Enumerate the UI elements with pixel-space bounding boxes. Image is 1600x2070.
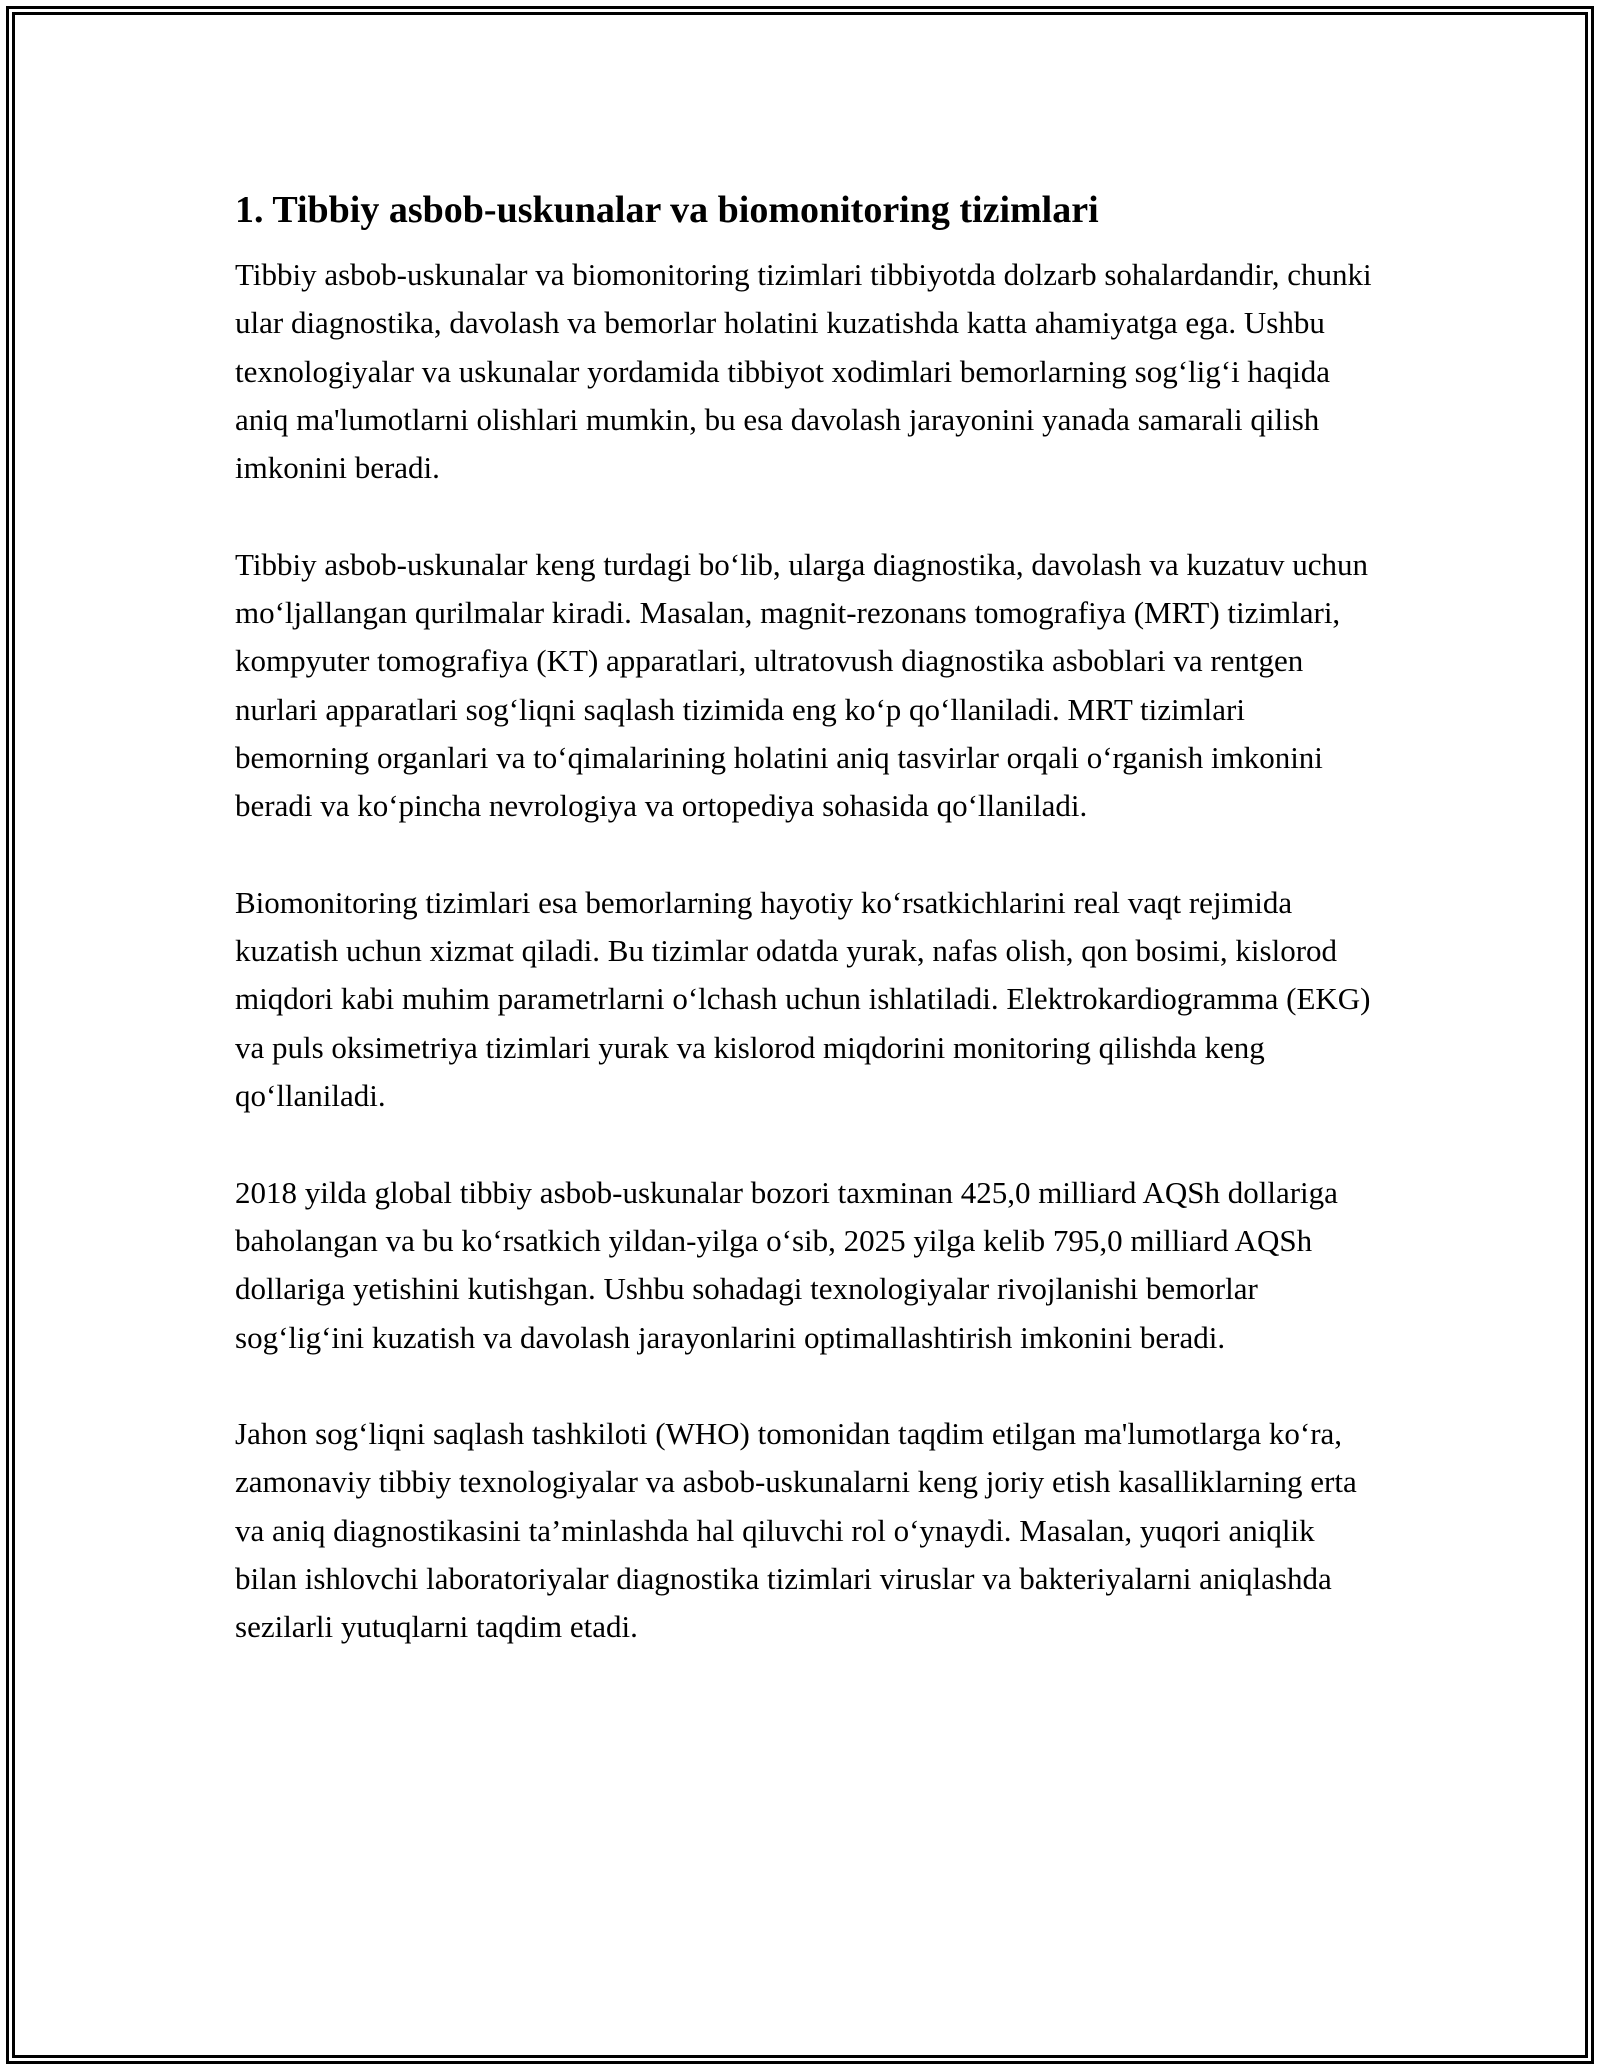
paragraph-market: 2018 yilda global tibbiy asbob-uskunalar bozori taxminan 425,0 milliard AQSh dollariga baholangan va bu ko‘rsatkich yildan-yilga o‘sib, 2025 yilga kelib 795,0 milliard AQSh dollariga yetishini kutishgan. Ushbu sohadagi texnologiyalar rivojlanishi bemorlar sog‘lig‘ini kuzatish va davolash jarayonlarini optimallashtirish imkonini beradi. [235, 1174, 1338, 1355]
section-heading: 1. Tibbiy asbob-uskunalar va biomonitoring tizimlari [235, 189, 1099, 231]
paragraph-who: Jahon sog‘liqni saqlash tashkiloti (WHO) tomonidan taqdim etilgan ma'lumotlarga ko‘ra, zamonaviy tibbiy texnologiyalar va asbob-uskunalarni keng joriy etish kasalliklarning erta va aniq diagnostikasini ta’minlashda hal qiluvchi rol o‘ynaydi. Masalan, yuqori aniqlik bilan ishlovchi laboratoriyalar diagnostika tizimlari viruslar va bakteriyalarni aniqlashda sezilarli yutuqlarni taqdim etadi. [235, 1416, 1357, 1645]
paragraph-biomonitoring: Biomonitoring tizimlari esa bemorlarning hayotiy ko‘rsatkichlarini real vaqt rejimida kuzatish uchun xizmat qiladi. Bu tizimlar odatda yurak, nafas olish, qon bosimi, kislorod miqdori kabi muhim parametrlarni o‘lchash uchun ishlatiladi. Elektrokardiogramma (EKG) va puls oksimetriya tizimlari yurak va kislorod miqdorini monitoring qilishda keng qo‘llaniladi. [235, 884, 1371, 1114]
paragraph-medical-equipment: Tibbiy asbob-uskunalar keng turdagi bo‘lib, ularga diagnostika, davolash va kuzatuv uchun mo‘ljallangan qurilmalar kiradi. Masalan, magnit-rezonans tomografiya (MRT) tizimlari, kompyuter tomografiya (KT) apparatlari, ultratovush diagnostika asboblari va rentgen nurlari apparatlari sog‘liqni saqlash tizimida eng ko‘p qo‘llaniladi. MRT tizimlari bemorning organlari va to‘qimalarining holatini aniq tasvirlar orqali o‘rganish imkonini beradi va ko‘pincha nevrologiya va ortopediya sohasida qo‘llaniladi. [235, 546, 1369, 824]
paragraph-intro: Tibbiy asbob-uskunalar va biomonitoring tizimlari tibbiyotda dolzarb sohalardandir, chunki ular diagnostika, davolash va bemorlar holatini kuzatishda katta ahamiyatga ega. Ushbu texnologiyalar va uskunalar yordamida tibbiyot xodimlari bemorlarning sog‘lig‘i haqida aniq ma'lumotlarni olishlari mumkin, bu esa davolash jarayonini yanada samarali qilish imkonini beradi. [235, 257, 1372, 486]
document-body [235, 185, 1380, 1700]
